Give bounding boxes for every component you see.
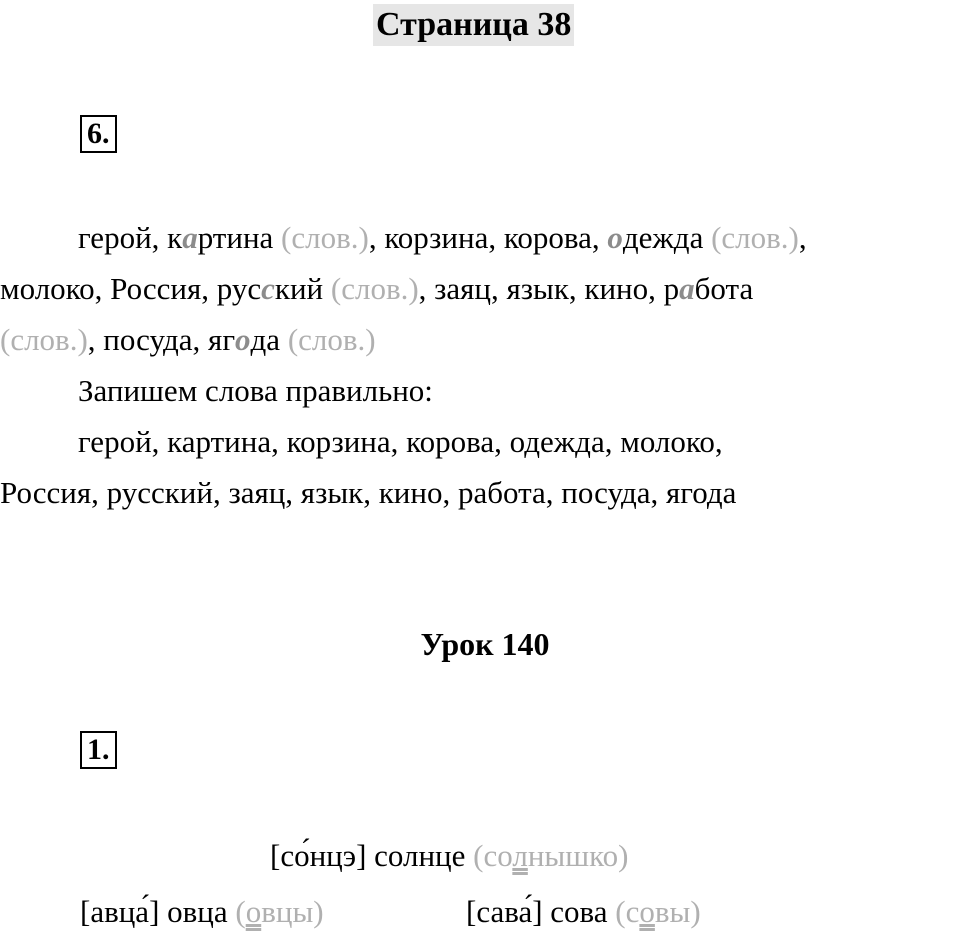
text-segment: герой, к <box>78 220 183 255</box>
text-segment: ртина <box>197 220 282 255</box>
note-text: вы) <box>654 894 701 929</box>
ex6-line-1 <box>78 218 807 258</box>
ex6-line-2 <box>0 269 753 309</box>
text-segment: герой, картина, корзина, корова, одежда, молоко, <box>78 424 723 459</box>
text-segment: [со́нцэ] солнце <box>270 838 474 873</box>
note-text: (слов.) <box>281 220 369 255</box>
text-segment: Запишем слова правильно: <box>78 373 433 408</box>
note-text: (слов.) <box>0 322 88 357</box>
exercise-number-6: 6. <box>80 115 117 153</box>
lesson-heading: Урок 140 <box>420 626 550 662</box>
underlined-letter: л <box>512 838 528 873</box>
note-text: (слов.) <box>287 322 376 357</box>
note-text: ( <box>235 894 246 929</box>
note-text: (слов.) <box>330 271 419 306</box>
text-segment: , посуда, яг <box>87 322 236 357</box>
highlighted-letter: с <box>261 271 275 306</box>
underlined-letter: о <box>639 894 655 929</box>
highlighted-letter: о <box>607 220 623 255</box>
ex1-line-3 <box>466 892 701 932</box>
text-segment: , заяц, язык, кино, р <box>418 271 680 306</box>
ex1-line-1 <box>270 836 628 876</box>
ex6-line-6 <box>0 473 736 513</box>
text-segment: кий <box>274 271 331 306</box>
text-segment: молоко, Россия, рус <box>0 271 262 306</box>
note-text: нышко) <box>527 838 629 873</box>
highlighted-letter: а <box>679 271 695 306</box>
note-text: вцы) <box>261 894 324 929</box>
ex1-line-2 <box>80 892 324 932</box>
note-text: (с <box>615 894 640 929</box>
text-segment: [авца́] овца <box>80 894 236 929</box>
highlighted-letter: о <box>235 322 251 357</box>
underlined-letter: о <box>245 894 262 929</box>
text-segment: Россия, русский, заяц, язык, кино, работа, посуда, ягода <box>0 475 737 510</box>
text-segment: бота <box>694 271 754 306</box>
note-text: (слов.) <box>711 220 799 255</box>
note-text: (со <box>473 838 513 873</box>
ex6-line-3 <box>0 320 376 360</box>
exercise-number-1: 1. <box>80 731 117 769</box>
text-segment: , <box>798 220 807 255</box>
text-segment: , корзина, корова, <box>368 220 608 255</box>
text-segment: [сава́] сова <box>466 894 616 929</box>
text-segment: да <box>250 322 288 357</box>
text-segment: дежда <box>622 220 712 255</box>
ex6-line-5 <box>78 422 723 462</box>
ex6-line-4 <box>78 371 433 411</box>
page-title: Страница 38 <box>373 4 574 46</box>
highlighted-letter: а <box>182 220 198 255</box>
